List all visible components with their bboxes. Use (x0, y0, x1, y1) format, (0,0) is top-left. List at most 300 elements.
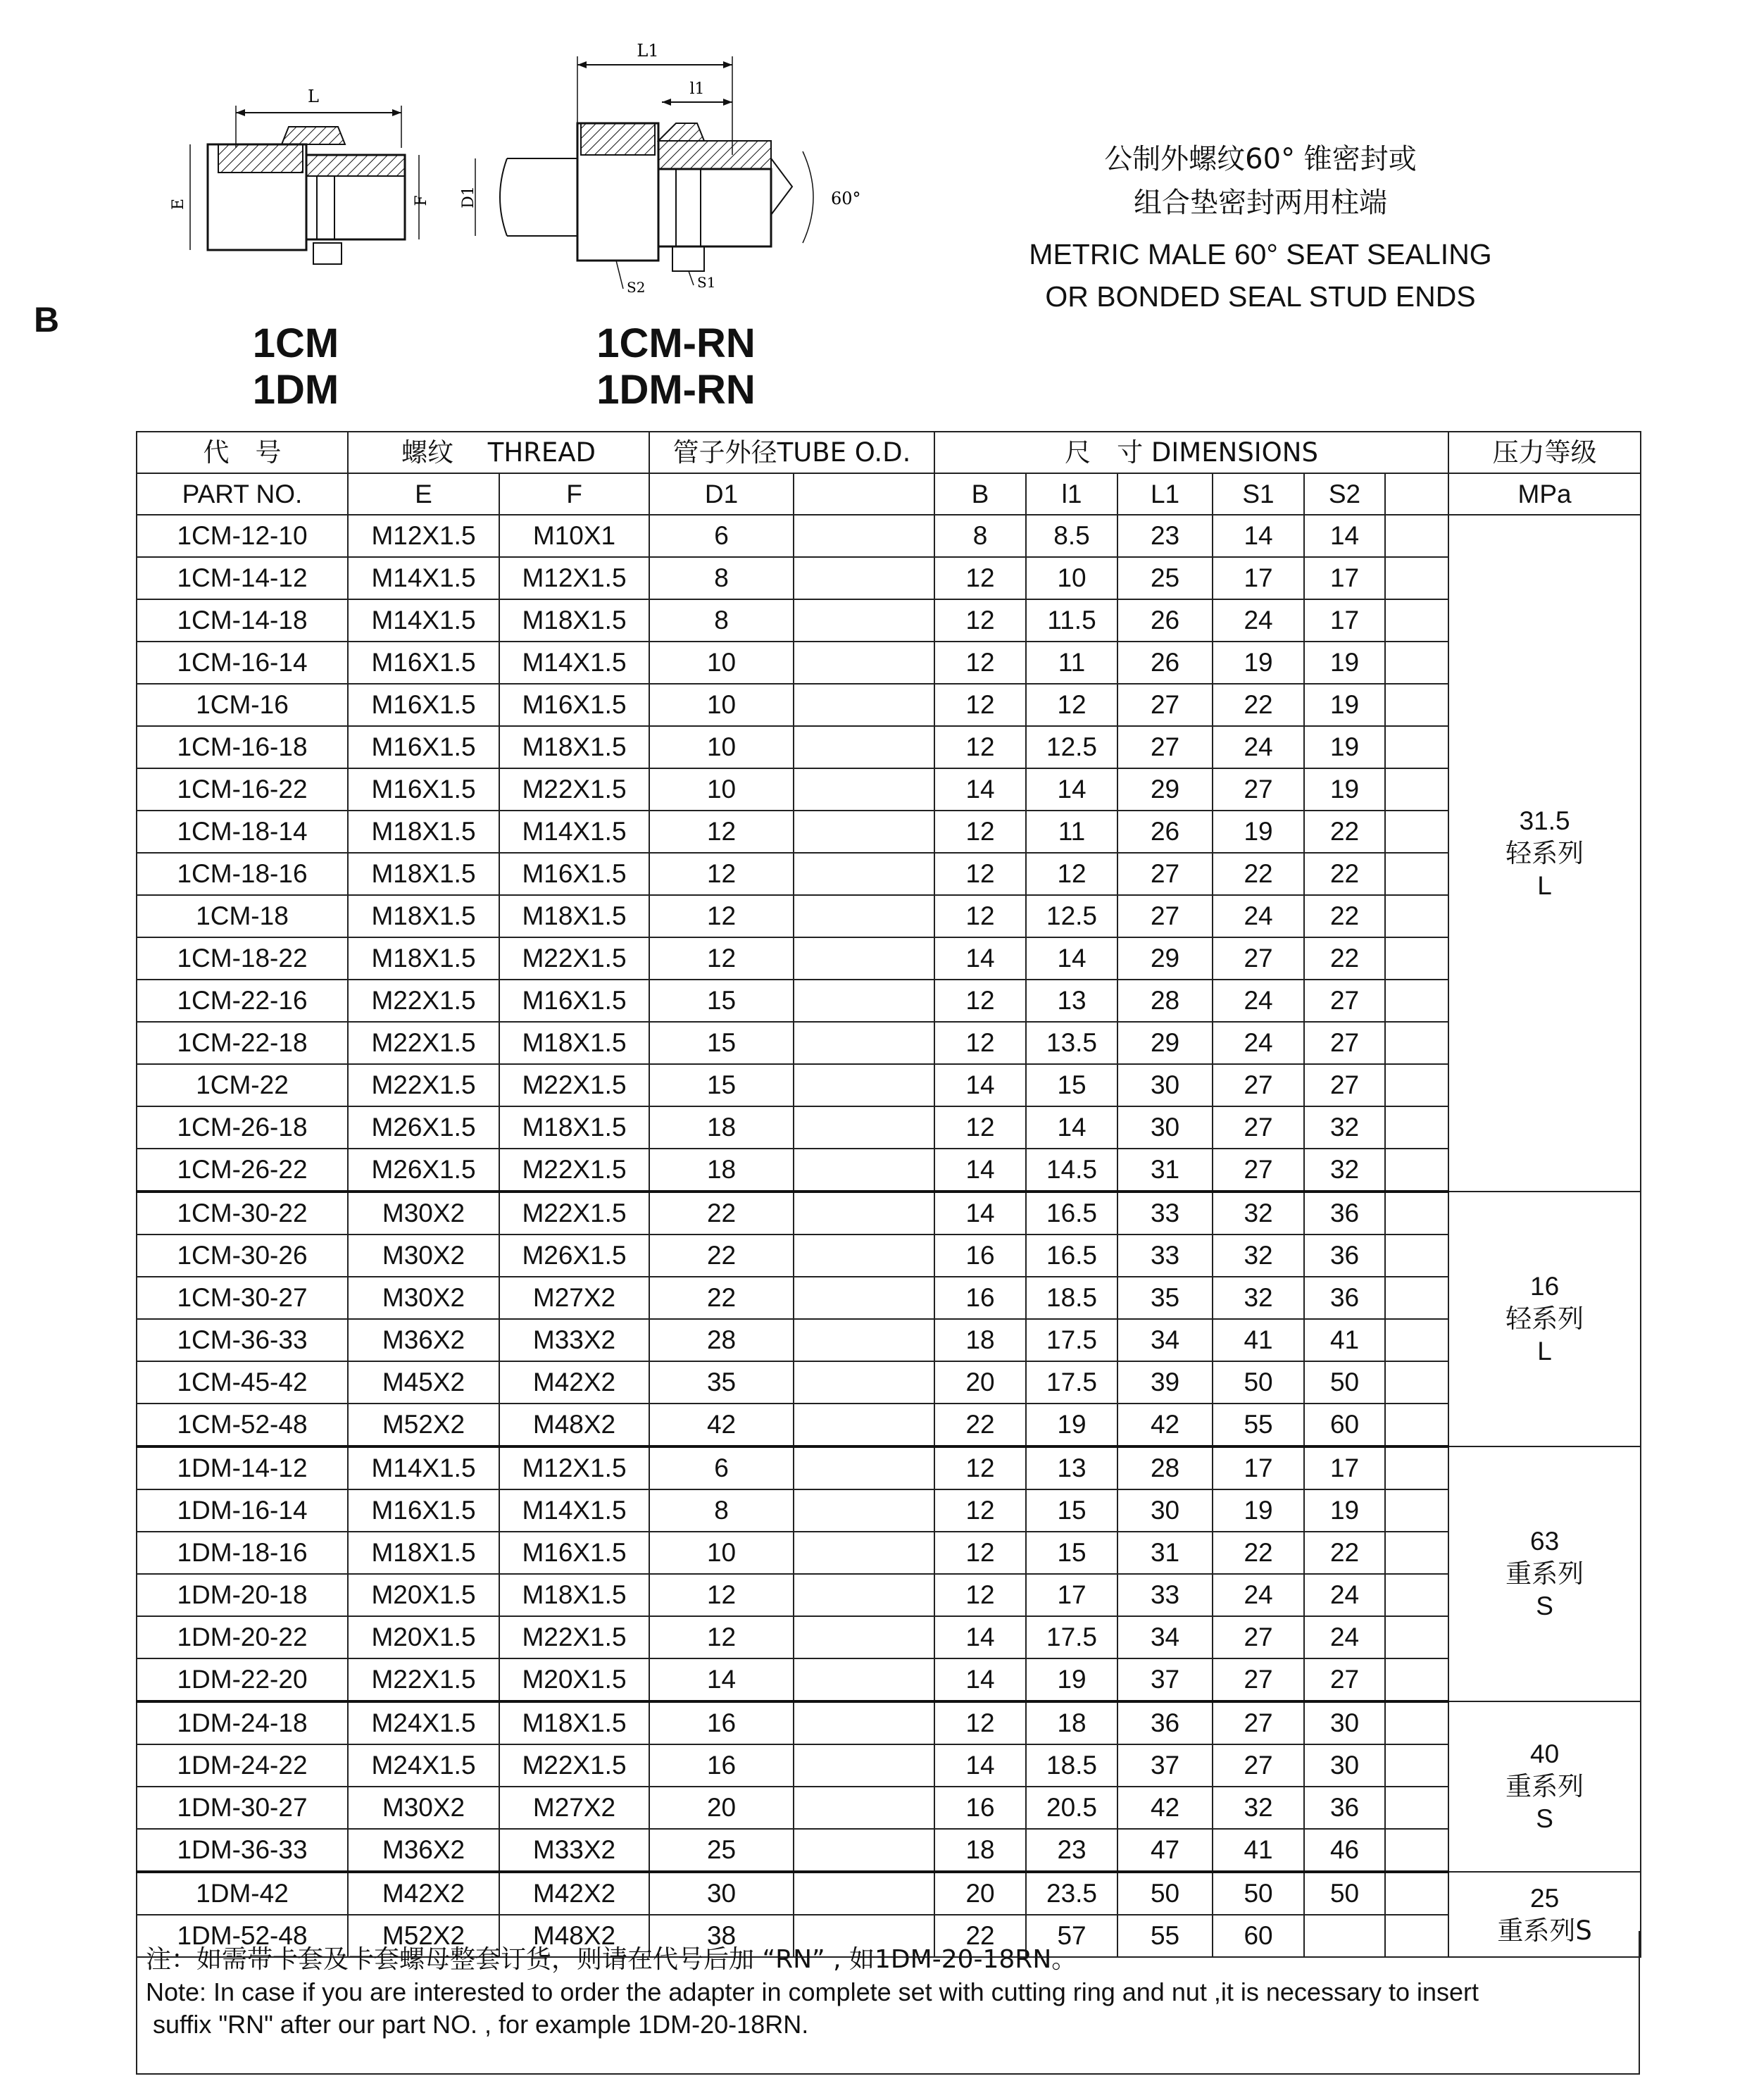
cell-dim-b: 12 (934, 1489, 1026, 1532)
cell-thread-f: M33X2 (499, 1829, 649, 1872)
cell-blank-b (1385, 557, 1448, 599)
cell-thread-e: M45X2 (348, 1361, 499, 1404)
cell-dim-l1: 15 (1026, 1532, 1117, 1574)
cell-blank-a (794, 1192, 934, 1235)
cell-dim-s1: 32 (1213, 1235, 1304, 1277)
cell-thread-e: M26X1.5 (348, 1149, 499, 1192)
cell-blank-b (1385, 1277, 1448, 1319)
cell-dim-s2: 36 (1304, 1787, 1385, 1829)
header-S1: S1 (1213, 473, 1304, 515)
cell-thread-f: M22X1.5 (499, 1744, 649, 1787)
cell-dim-s2: 22 (1304, 1532, 1385, 1574)
cell-blank-a (794, 1658, 934, 1701)
header-S2: S2 (1304, 473, 1385, 515)
cell-dim-L1: 30 (1117, 1489, 1213, 1532)
cell-blank-a (794, 642, 934, 684)
cell-dim-s1: 50 (1213, 1872, 1304, 1915)
cell-blank-b (1385, 1489, 1448, 1532)
cell-dim-b: 14 (934, 1658, 1026, 1701)
cell-dim-b: 20 (934, 1872, 1026, 1915)
cell-thread-f: M12X1.5 (499, 1446, 649, 1489)
cell-dim-b: 14 (934, 937, 1026, 980)
cell-part-no: 1CM-30-27 (137, 1277, 348, 1319)
cell-dim-l1: 12 (1026, 684, 1117, 726)
cell-dim-L1: 42 (1117, 1787, 1213, 1829)
cell-thread-e: M18X1.5 (348, 937, 499, 980)
cell-blank-a (794, 1404, 934, 1446)
cell-dim-s1: 32 (1213, 1192, 1304, 1235)
cell-tube-d1: 16 (649, 1744, 794, 1787)
cell-tube-d1: 22 (649, 1192, 794, 1235)
cell-part-no: 1CM-22-18 (137, 1022, 348, 1064)
cell-thread-e: M16X1.5 (348, 642, 499, 684)
cell-dim-s1: 27 (1213, 1064, 1304, 1106)
cell-dim-L1: 37 (1117, 1744, 1213, 1787)
pressure-series: 重系列 (1505, 1558, 1584, 1589)
pressure-value: 25 (1530, 1883, 1560, 1913)
dim-E-label: E (170, 198, 187, 211)
cell-dim-s1: 22 (1213, 853, 1304, 895)
cell-dim-b: 16 (934, 1787, 1026, 1829)
cell-dim-l1: 16.5 (1026, 1235, 1117, 1277)
cell-dim-L1: 33 (1117, 1192, 1213, 1235)
cell-part-no: 1DM-30-27 (137, 1787, 348, 1829)
pressure-value: 31.5 (1519, 806, 1570, 835)
cell-tube-d1: 12 (649, 895, 794, 937)
cell-dim-L1: 30 (1117, 1064, 1213, 1106)
cell-dim-s1: 19 (1213, 811, 1304, 853)
cell-blank-a (794, 1235, 934, 1277)
cell-thread-f: M22X1.5 (499, 1192, 649, 1235)
cell-blank-a (794, 895, 934, 937)
cell-dim-s2: 36 (1304, 1235, 1385, 1277)
cell-dim-b: 14 (934, 1149, 1026, 1192)
cell-tube-d1: 18 (649, 1149, 794, 1192)
cell-dim-L1: 31 (1117, 1149, 1213, 1192)
cell-tube-d1: 8 (649, 557, 794, 599)
cell-dim-s1: 24 (1213, 895, 1304, 937)
cell-dim-L1: 29 (1117, 1022, 1213, 1064)
cell-blank-b (1385, 515, 1448, 557)
cell-part-no: 1CM-22-16 (137, 980, 348, 1022)
table-row (137, 1235, 1641, 1277)
cell-dim-L1: 27 (1117, 853, 1213, 895)
cell-dim-L1: 36 (1117, 1701, 1213, 1744)
dim-D1-label: D1 (460, 186, 477, 208)
cell-tube-d1: 42 (649, 1404, 794, 1446)
table-row (137, 684, 1641, 726)
header-tube: 管子外径TUBE O.D. (649, 432, 934, 473)
cell-dim-L1: 31 (1117, 1532, 1213, 1574)
dim-S1-label: S1 (697, 274, 716, 291)
spec-table (136, 431, 1641, 1958)
product-heading (986, 137, 1535, 318)
cell-thread-f: M14X1.5 (499, 642, 649, 684)
cell-part-no: 1CM-22 (137, 1064, 348, 1106)
cell-dim-L1: 55 (1117, 1915, 1213, 1957)
cell-blank-a (794, 768, 934, 811)
cell-blank-a (794, 937, 934, 980)
table-row (137, 1277, 1641, 1319)
cell-blank-b (1385, 1574, 1448, 1616)
cell-part-no: 1CM-18-22 (137, 937, 348, 980)
cell-dim-L1: 29 (1117, 937, 1213, 980)
cell-blank-a (794, 1149, 934, 1192)
cell-blank-a (794, 1446, 934, 1489)
cell-thread-e: M52X2 (348, 1915, 499, 1957)
cell-blank-a (794, 1022, 934, 1064)
pressure-value: 16 (1530, 1272, 1560, 1301)
cell-dim-s1: 32 (1213, 1277, 1304, 1319)
cell-dim-L1: 26 (1117, 642, 1213, 684)
cell-thread-f: M22X1.5 (499, 1616, 649, 1658)
cell-dim-s2: 17 (1304, 1446, 1385, 1489)
pressure-class-cell (1448, 1192, 1641, 1446)
cell-dim-L1: 47 (1117, 1829, 1213, 1872)
cell-dim-s1: 24 (1213, 980, 1304, 1022)
cell-blank-a (794, 599, 934, 642)
cell-dim-s1: 19 (1213, 1489, 1304, 1532)
cell-tube-d1: 15 (649, 1022, 794, 1064)
cell-blank-a (794, 1701, 934, 1744)
cell-thread-f: M22X1.5 (499, 1149, 649, 1192)
cell-thread-f: M27X2 (499, 1787, 649, 1829)
cell-blank-a (794, 1489, 934, 1532)
cell-dim-b: 14 (934, 1192, 1026, 1235)
cell-dim-s1: 41 (1213, 1319, 1304, 1361)
cell-blank-b (1385, 853, 1448, 895)
cell-thread-e: M18X1.5 (348, 895, 499, 937)
cell-thread-e: M16X1.5 (348, 726, 499, 768)
cell-dim-l1: 10 (1026, 557, 1117, 599)
cell-tube-d1: 15 (649, 1064, 794, 1106)
table-row (137, 1446, 1641, 1489)
cell-thread-e: M16X1.5 (348, 684, 499, 726)
cell-tube-d1: 16 (649, 1701, 794, 1744)
cell-blank-a (794, 1532, 934, 1574)
dim-L-label: L (308, 87, 319, 106)
cell-dim-l1: 17.5 (1026, 1616, 1117, 1658)
cell-dim-L1: 29 (1117, 768, 1213, 811)
cell-blank-b (1385, 1235, 1448, 1277)
cell-thread-f: M26X1.5 (499, 1235, 649, 1277)
cell-part-no: 1DM-14-12 (137, 1446, 348, 1489)
cell-dim-L1: 28 (1117, 1446, 1213, 1489)
cell-dim-s1: 27 (1213, 1744, 1304, 1787)
cell-blank-b (1385, 726, 1448, 768)
cell-part-no: 1CM-16-22 (137, 768, 348, 811)
cell-dim-b: 8 (934, 515, 1026, 557)
model-1dm: 1DM (252, 367, 339, 413)
cell-blank-a (794, 980, 934, 1022)
cell-thread-f: M18X1.5 (499, 1106, 649, 1149)
cell-thread-e: M30X2 (348, 1235, 499, 1277)
cell-thread-e: M22X1.5 (348, 980, 499, 1022)
cell-thread-f: M18X1.5 (499, 599, 649, 642)
cell-blank-a (794, 1574, 934, 1616)
cell-dim-L1: 30 (1117, 1106, 1213, 1149)
cell-thread-f: M16X1.5 (499, 853, 649, 895)
cell-thread-e: M18X1.5 (348, 1532, 499, 1574)
cell-dim-b: 16 (934, 1235, 1026, 1277)
cell-dim-b: 12 (934, 642, 1026, 684)
cell-dim-s2: 19 (1304, 768, 1385, 811)
cell-blank-a (794, 1829, 934, 1872)
cell-dim-b: 12 (934, 599, 1026, 642)
header-F: F (499, 473, 649, 515)
cell-dim-s2: 24 (1304, 1574, 1385, 1616)
cell-dim-l1: 23 (1026, 1829, 1117, 1872)
cell-part-no: 1CM-18-16 (137, 853, 348, 895)
cell-thread-f: M18X1.5 (499, 1022, 649, 1064)
cell-tube-d1: 18 (649, 1106, 794, 1149)
cell-thread-f: M20X1.5 (499, 1658, 649, 1701)
cell-dim-s2: 19 (1304, 684, 1385, 726)
cell-dim-l1: 11.5 (1026, 599, 1117, 642)
table-row (137, 811, 1641, 853)
pressure-code: L (1537, 870, 1552, 900)
cell-dim-s1: 24 (1213, 1022, 1304, 1064)
cell-tube-d1: 38 (649, 1915, 794, 1957)
cell-dim-s1: 22 (1213, 684, 1304, 726)
cell-dim-L1: 28 (1117, 980, 1213, 1022)
table-row (137, 1106, 1641, 1149)
header-blank-2 (1385, 473, 1448, 515)
table-row (137, 1701, 1641, 1744)
note-en-line2: suffix "RN" after our part NO. , for example 1DM-20-18RN. (153, 2010, 809, 2039)
cell-dim-s1: 27 (1213, 1701, 1304, 1744)
cell-blank-b (1385, 1064, 1448, 1106)
cell-dim-l1: 17.5 (1026, 1361, 1117, 1404)
cell-blank-a (794, 1616, 934, 1658)
cell-tube-d1: 12 (649, 937, 794, 980)
cell-dim-s2: 22 (1304, 937, 1385, 980)
order-notes (136, 1931, 1640, 2075)
table-row (137, 1532, 1641, 1574)
header-E: E (348, 473, 499, 515)
cell-blank-b (1385, 811, 1448, 853)
cell-dim-s2: 32 (1304, 1106, 1385, 1149)
cell-thread-e: M20X1.5 (348, 1616, 499, 1658)
cell-thread-e: M12X1.5 (348, 515, 499, 557)
cell-dim-s2: 30 (1304, 1701, 1385, 1744)
cell-dim-s2: 27 (1304, 1658, 1385, 1701)
header-blank-1 (794, 473, 934, 515)
cell-thread-f: M10X1 (499, 515, 649, 557)
cell-tube-d1: 10 (649, 1532, 794, 1574)
cell-dim-s1: 24 (1213, 1574, 1304, 1616)
cell-dim-b: 12 (934, 1532, 1026, 1574)
cell-dim-s1: 27 (1213, 1616, 1304, 1658)
cell-dim-s1: 55 (1213, 1404, 1304, 1446)
cell-dim-l1: 11 (1026, 811, 1117, 853)
cell-dim-s1: 27 (1213, 1149, 1304, 1192)
cell-part-no: 1DM-24-18 (137, 1701, 348, 1744)
cell-thread-f: M48X2 (499, 1915, 649, 1957)
table-row (137, 1787, 1641, 1829)
cell-blank-a (794, 684, 934, 726)
cell-tube-d1: 22 (649, 1277, 794, 1319)
cell-thread-f: M42X2 (499, 1361, 649, 1404)
cell-dim-s2: 24 (1304, 1616, 1385, 1658)
cell-dim-l1: 12.5 (1026, 895, 1117, 937)
cell-dim-b: 18 (934, 1829, 1026, 1872)
cell-dim-b: 12 (934, 1701, 1026, 1744)
cell-blank-a (794, 1319, 934, 1361)
cell-dim-b: 12 (934, 895, 1026, 937)
cell-tube-d1: 8 (649, 599, 794, 642)
heading-cn-line2: 组合垫密封两用柱端 (1134, 187, 1387, 219)
cell-dim-b: 14 (934, 768, 1026, 811)
cell-dim-l1: 19 (1026, 1658, 1117, 1701)
cell-dim-s2: 22 (1304, 895, 1385, 937)
cell-dim-L1: 26 (1117, 599, 1213, 642)
cell-blank-b (1385, 1404, 1448, 1446)
header-l1: l1 (1026, 473, 1117, 515)
cell-dim-b: 12 (934, 811, 1026, 853)
cell-tube-d1: 15 (649, 980, 794, 1022)
cell-part-no: 1CM-18 (137, 895, 348, 937)
cell-blank-a (794, 1106, 934, 1149)
cell-dim-l1: 13 (1026, 1446, 1117, 1489)
pressure-series: 重系列S (1497, 1915, 1592, 1946)
cell-part-no: 1CM-30-26 (137, 1235, 348, 1277)
cell-blank-b (1385, 1319, 1448, 1361)
cell-blank-a (794, 1064, 934, 1106)
cell-tube-d1: 12 (649, 1616, 794, 1658)
cell-blank-b (1385, 768, 1448, 811)
cell-blank-b (1385, 1658, 1448, 1701)
table-row (137, 1404, 1641, 1446)
cell-blank-a (794, 515, 934, 557)
cell-dim-s2: 46 (1304, 1829, 1385, 1872)
cell-dim-L1: 33 (1117, 1574, 1213, 1616)
model-name-right (549, 320, 803, 413)
cell-blank-b (1385, 1446, 1448, 1489)
cell-blank-a (794, 1361, 934, 1404)
cell-dim-s1: 14 (1213, 515, 1304, 557)
cell-thread-f: M14X1.5 (499, 1489, 649, 1532)
cell-tube-d1: 10 (649, 726, 794, 768)
cell-tube-d1: 12 (649, 1574, 794, 1616)
cell-blank-a (794, 1277, 934, 1319)
cell-thread-e: M30X2 (348, 1787, 499, 1829)
cell-dim-l1: 14 (1026, 768, 1117, 811)
cell-dim-s2: 19 (1304, 642, 1385, 684)
cell-thread-f: M33X2 (499, 1319, 649, 1361)
pressure-series: 轻系列 (1505, 1304, 1584, 1334)
cell-tube-d1: 12 (649, 811, 794, 853)
spec-table-body (137, 515, 1641, 1957)
cell-thread-f: M22X1.5 (499, 1064, 649, 1106)
cell-dim-s1: 60 (1213, 1915, 1304, 1957)
table-row (137, 1616, 1641, 1658)
table-row (137, 1744, 1641, 1787)
cell-blank-a (794, 853, 934, 895)
cell-dim-l1: 13 (1026, 980, 1117, 1022)
cell-dim-s2: 36 (1304, 1277, 1385, 1319)
table-row (137, 1829, 1641, 1872)
cell-part-no: 1CM-14-12 (137, 557, 348, 599)
cell-dim-s2: 22 (1304, 811, 1385, 853)
cell-thread-e: M20X1.5 (348, 1574, 499, 1616)
cell-thread-e: M24X1.5 (348, 1744, 499, 1787)
cell-part-no: 1DM-20-22 (137, 1616, 348, 1658)
cell-blank-b (1385, 980, 1448, 1022)
cell-dim-s2: 19 (1304, 1489, 1385, 1532)
fitting-drawing-1cm (169, 85, 437, 268)
table-row (137, 1658, 1641, 1701)
cell-dim-s2: 36 (1304, 1192, 1385, 1235)
header-pressure-unit: MPa (1448, 473, 1641, 515)
pressure-value: 40 (1530, 1739, 1560, 1768)
pressure-class-cell (1448, 1701, 1641, 1872)
note-en-line1: Note: In case if you are interested to order the adapter in complete set with cutting ring and nut ,it is necessary to insert (146, 1977, 1479, 2006)
cell-dim-b: 20 (934, 1361, 1026, 1404)
table-row (137, 1149, 1641, 1192)
cell-thread-e: M16X1.5 (348, 1489, 499, 1532)
cell-dim-L1: 27 (1117, 684, 1213, 726)
cell-tube-d1: 14 (649, 1658, 794, 1701)
cell-part-no: 1DM-42 (137, 1872, 348, 1915)
table-row (137, 895, 1641, 937)
cell-dim-l1: 19 (1026, 1404, 1117, 1446)
cell-tube-d1: 10 (649, 684, 794, 726)
cell-thread-f: M18X1.5 (499, 895, 649, 937)
cell-thread-e: M36X2 (348, 1319, 499, 1361)
pressure-series: 重系列 (1505, 1771, 1584, 1801)
cell-dim-s2: 50 (1304, 1872, 1385, 1915)
cell-dim-b: 22 (934, 1404, 1026, 1446)
cell-part-no: 1DM-36-33 (137, 1829, 348, 1872)
cell-dim-s2: 32 (1304, 1149, 1385, 1192)
cell-tube-d1: 35 (649, 1361, 794, 1404)
cell-dim-s2: 30 (1304, 1744, 1385, 1787)
cell-dim-s2: 60 (1304, 1404, 1385, 1446)
cell-dim-l1: 14 (1026, 937, 1117, 980)
cell-thread-f: M27X2 (499, 1277, 649, 1319)
cell-blank-b (1385, 1829, 1448, 1872)
cell-dim-b: 12 (934, 1022, 1026, 1064)
cell-dim-l1: 13.5 (1026, 1022, 1117, 1064)
dim-S2-label: S2 (627, 279, 646, 296)
dim-F-label: F (413, 195, 430, 206)
cell-thread-f: M48X2 (499, 1404, 649, 1446)
cell-dim-l1: 16.5 (1026, 1192, 1117, 1235)
cell-thread-e: M16X1.5 (348, 768, 499, 811)
cell-tube-d1: 6 (649, 1446, 794, 1489)
table-row (137, 1489, 1641, 1532)
table-row (137, 1064, 1641, 1106)
cell-blank-b (1385, 1192, 1448, 1235)
cell-dim-l1: 20.5 (1026, 1787, 1117, 1829)
cell-dim-l1: 18.5 (1026, 1744, 1117, 1787)
cell-dim-b: 12 (934, 557, 1026, 599)
header-D1: D1 (649, 473, 794, 515)
cell-dim-l1: 14.5 (1026, 1149, 1117, 1192)
cell-blank-b (1385, 1361, 1448, 1404)
cell-thread-f: M12X1.5 (499, 557, 649, 599)
cell-dim-b: 12 (934, 1106, 1026, 1149)
cell-dim-L1: 25 (1117, 557, 1213, 599)
cell-part-no: 1CM-45-42 (137, 1361, 348, 1404)
cell-blank-a (794, 1872, 934, 1915)
cell-thread-e: M30X2 (348, 1192, 499, 1235)
cell-thread-f: M16X1.5 (499, 980, 649, 1022)
cell-blank-a (794, 1787, 934, 1829)
header-thread: 螺纹 THREAD (348, 432, 649, 473)
pressure-value: 63 (1530, 1527, 1560, 1556)
